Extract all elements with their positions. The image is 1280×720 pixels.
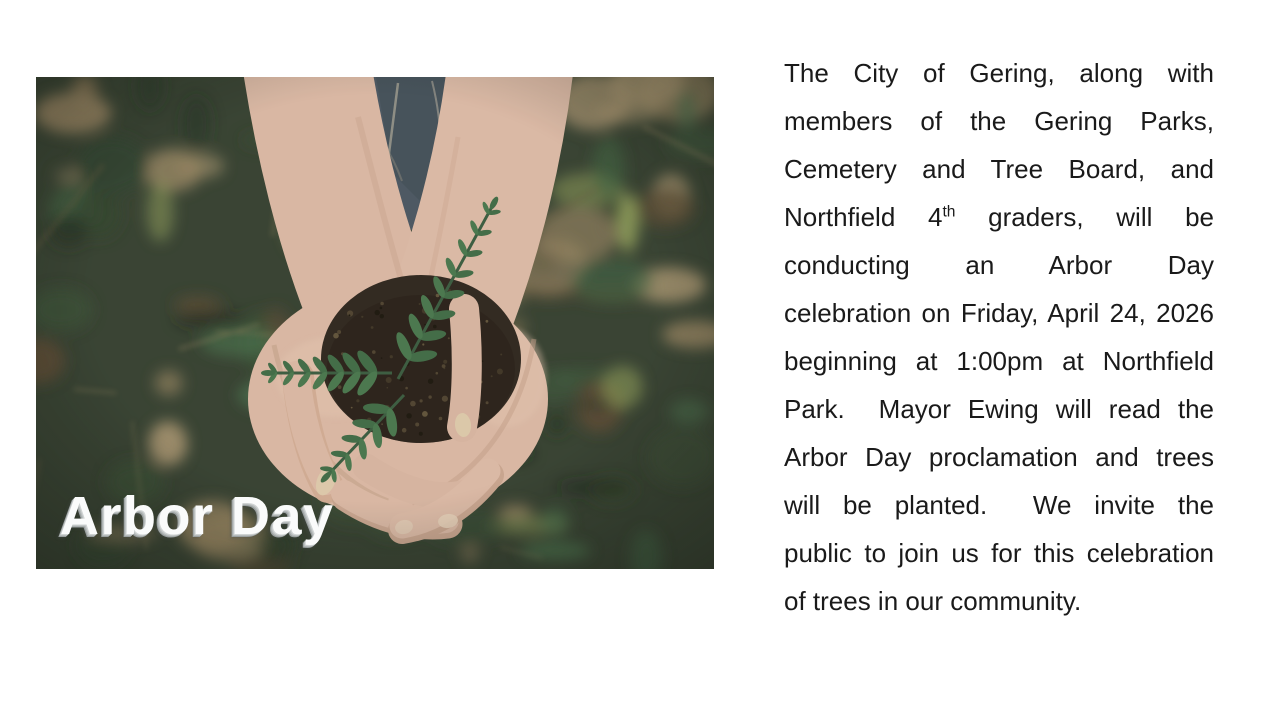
photo-title: Arbor Day (60, 486, 335, 546)
body-line: Cemetery and Tree Board, and (784, 154, 1214, 184)
body-line: Park. Mayor Ewing will read the (784, 394, 1214, 424)
body-text-block (784, 49, 1214, 625)
body-line: public to join us for this celebration (784, 538, 1214, 568)
body-line: conducting an Arbor Day (784, 250, 1214, 280)
body-line: celebration on Friday, April 24, 2026 (784, 298, 1214, 328)
body-line: will be planted. We invite the (784, 490, 1214, 520)
body-line: members of the Gering Parks, (784, 106, 1214, 136)
body-line: of trees in our community. (784, 586, 1082, 616)
arbor-day-photo (36, 77, 714, 569)
body-line: Arbor Day proclamation and trees (784, 442, 1214, 472)
body-line: beginning at 1:00pm at Northfield (784, 346, 1214, 376)
body-line: The City of Gering, along with (784, 58, 1214, 88)
body-line: Northfield 4th graders, will be (784, 202, 1214, 232)
